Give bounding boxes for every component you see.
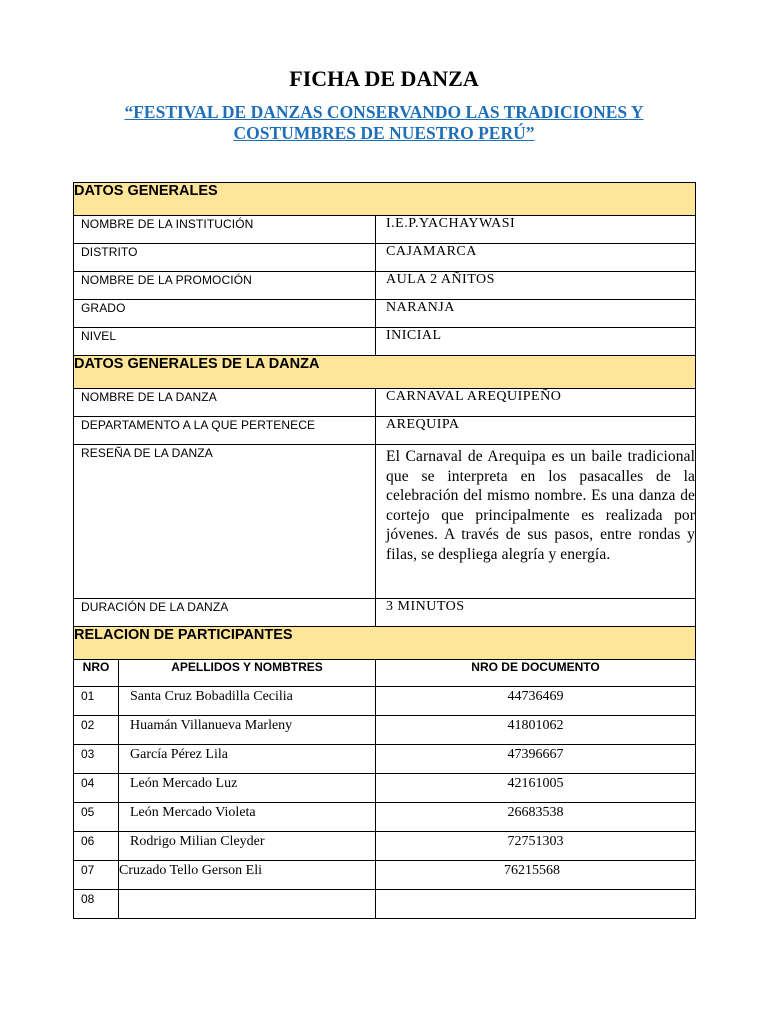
label-resena: RESEÑA DE LA DANZA [74,445,376,599]
label-distrito: DISTRITO [74,244,376,272]
label-nombre-danza: NOMBRE DE LA DANZA [74,389,376,417]
value-departamento: AREQUIPA [376,417,696,445]
value-resena: El Carnaval de Arequipa es un baile tradicional que se interpreta en los pasacalles de la celebración del mismo nombre. Es una danza de cortejo que principalmente es realizada por jóvenes. A través de sus pasos, entre rondas y filas, se despliega alegría y energía. [376,445,696,599]
participant-document: 76215568 [376,861,696,890]
participant-row [74,861,696,890]
festival-subtitle [100,102,668,144]
subtitle-line-1: “FESTIVAL DE DANZAS CONSERVANDO LAS TRADICIONES Y [124,102,644,122]
label-grado: GRADO [74,300,376,328]
participant-row [74,716,696,745]
participant-document: 72751303 [376,832,696,861]
section-datos-danza: DATOS GENERALES DE LA DANZA [74,356,696,389]
value-institucion: I.E.P.YACHAYWASI [376,216,696,244]
value-promocion: AULA 2 AÑITOS [376,272,696,300]
participant-name: León Mercado Luz [119,774,376,803]
participant-name [119,890,376,919]
participant-name: Rodrigo Milian Cleyder [119,832,376,861]
document-title: FICHA DE DANZA [289,66,479,91]
participant-name: Cruzado Tello Gerson Eli [119,861,376,890]
participant-row [74,890,696,919]
label-duracion: DURACIÓN DE LA DANZA [74,599,376,627]
participant-name: García Pérez Lila [119,745,376,774]
participant-row [74,745,696,774]
participant-document: 42161005 [376,774,696,803]
label-departamento: DEPARTAMENTO A LA QUE PERTENECE [74,417,376,445]
participant-nro: 04 [74,774,119,803]
participant-document: 26683538 [376,803,696,832]
participant-document: 44736469 [376,687,696,716]
section-datos-generales: DATOS GENERALES [74,183,696,216]
value-grado: NARANJA [376,300,696,328]
value-nivel: INICIAL [376,328,696,356]
subtitle-line-2: COSTUMBRES DE NUESTRO PERÚ” [233,123,535,143]
label-promocion: NOMBRE DE LA PROMOCIÓN [74,272,376,300]
label-institucion: NOMBRE DE LA INSTITUCIÓN [74,216,376,244]
participant-nro: 05 [74,803,119,832]
participant-nro: 06 [74,832,119,861]
value-duracion: 3 MINUTOS [376,599,696,627]
participant-name: Huamán Villanueva Marleny [119,716,376,745]
dance-form-table [73,182,696,919]
participant-row [74,687,696,716]
participant-nro: 01 [74,687,119,716]
participant-row [74,803,696,832]
column-header-apellidos: APELLIDOS Y NOMBTRES [119,660,376,687]
participant-document [376,890,696,919]
participant-row [74,774,696,803]
participant-nro: 08 [74,890,119,919]
participant-document: 41801062 [376,716,696,745]
participant-nro: 02 [74,716,119,745]
value-nombre-danza: CARNAVAL AREQUIPEÑO [376,389,696,417]
column-header-documento: NRO DE DOCUMENTO [376,660,696,687]
section-participantes: RELACION DE PARTICIPANTES [74,627,696,660]
participant-name: León Mercado Violeta [119,803,376,832]
label-nivel: NIVEL [74,328,376,356]
participant-document: 47396667 [376,745,696,774]
participant-name: Santa Cruz Bobadilla Cecilia [119,687,376,716]
column-header-nro: NRO [74,660,119,687]
participant-row [74,832,696,861]
participant-nro: 07 [74,861,119,890]
participant-nro: 03 [74,745,119,774]
value-distrito: CAJAMARCA [376,244,696,272]
